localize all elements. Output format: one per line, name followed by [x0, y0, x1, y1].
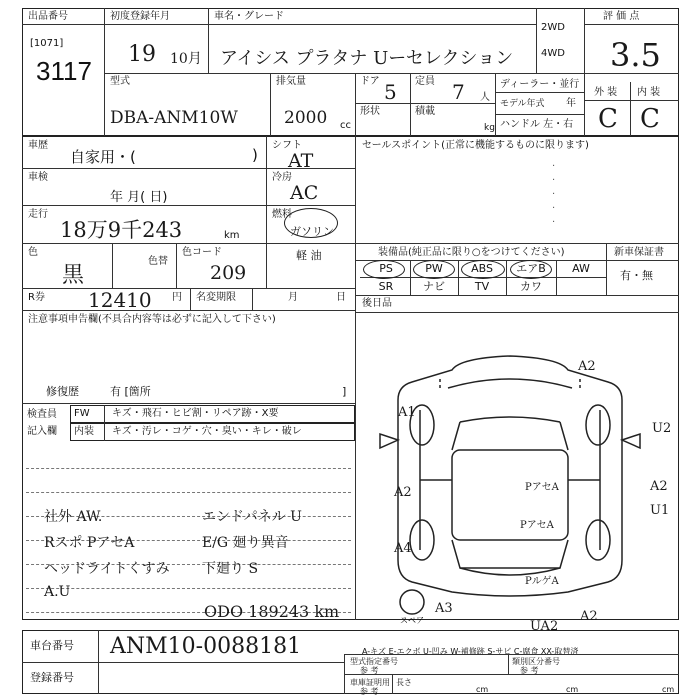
equip-pw: PW	[425, 262, 443, 275]
shift-label: シフト	[272, 140, 302, 151]
fuel-circle	[284, 208, 338, 238]
cm-unit-2: cm	[566, 685, 579, 694]
type-value: DBA-ANM10W	[110, 108, 238, 128]
usage-close: )	[252, 146, 258, 164]
usage-value: 自家用・(	[70, 148, 136, 166]
chassis-value: ANM10-0088181	[110, 634, 302, 659]
inspector-label-1: 検査員	[27, 409, 57, 420]
equipment-label: 装備品(純正品に限り○をつけてください)	[378, 247, 565, 258]
color-label: 色	[28, 247, 38, 258]
repair-close: ]	[342, 385, 347, 398]
ac-value: AC	[290, 182, 319, 204]
mark-right-u1: U1	[650, 503, 670, 518]
circle-abs	[461, 260, 505, 279]
type-cert-label: 型式指定番号	[350, 657, 398, 666]
equip-tv: TV	[474, 280, 490, 293]
warranty-value: 有・無	[620, 269, 653, 282]
car-outline	[398, 356, 622, 596]
interior-grade: C	[640, 104, 660, 134]
lot-number: 3117	[36, 56, 92, 86]
color-change-label: 色替	[148, 256, 168, 267]
equip-abs: ABS	[471, 262, 493, 275]
mileage-label: 走行	[28, 209, 48, 220]
displacement-label: 排気量	[276, 76, 306, 87]
score-label: 評 価 点	[603, 11, 640, 22]
usage-label: 車歴	[28, 140, 48, 151]
mark-left-a2: A2	[394, 485, 412, 500]
report-line-3-left: ヘッドライトくすみ	[44, 561, 170, 577]
doors-label: ドア	[360, 76, 380, 87]
day-unit: 日	[336, 292, 346, 303]
cm-unit-1: cm	[476, 685, 489, 694]
capacity-value: 7	[452, 80, 465, 104]
interior-label: 内 装	[637, 87, 661, 98]
equip-ps: PS	[379, 262, 393, 275]
exterior-grade: C	[598, 104, 618, 134]
selling-points-dots: · · · · ·	[552, 161, 556, 228]
mark-hood-pase: PアセA	[525, 482, 559, 493]
ac-label: 冷房	[272, 172, 292, 183]
recycle-value: 12410	[88, 288, 152, 312]
cc-unit: cc	[340, 120, 351, 131]
plate-label: 登録番号	[30, 671, 74, 684]
report-line-4-left: A.U	[44, 584, 71, 600]
first-reg-label: 初度登録年月	[110, 11, 170, 22]
mark-rear-pruge: PルゲA	[525, 576, 559, 587]
circle-airbag	[510, 260, 552, 279]
capacity-label: 定員	[415, 76, 435, 87]
circle-pw	[413, 260, 455, 279]
damage-legend: A-キズ E-エクボ U-凹み W-補修跡 S-サビ C-腐食 XX-取替済	[362, 647, 579, 656]
equip-sr: SR	[378, 280, 394, 293]
exterior-label: 外 装	[594, 87, 618, 98]
displacement-value: 2000	[284, 108, 328, 128]
km-unit: km	[224, 230, 240, 241]
mark-front-a2: A2	[578, 359, 596, 374]
mark-left-rear-a4: A4	[394, 541, 412, 556]
kg-unit: kg	[484, 123, 495, 133]
color-value: 黒	[62, 263, 85, 288]
notes-label: 注意事項申告欄(不具合内容等は必ずに記入して下さい)	[28, 314, 276, 325]
fuel-gasoline: ガソリン	[290, 225, 334, 238]
report-line-2-left: Rスポ PアセA	[44, 535, 135, 551]
cm-unit-3: cm	[662, 685, 675, 694]
length-label: 長さ	[396, 678, 412, 687]
mark-right-a2: A2	[650, 479, 668, 494]
report-line-3-right: 下廻り S	[202, 561, 259, 577]
type-label: 型式	[110, 76, 130, 87]
fuel-light-oil: 軽 油	[296, 249, 322, 262]
lot-sub: [1071]	[30, 38, 64, 49]
drive-4wd: 4WD	[541, 48, 565, 59]
inspection-value: 年 月( 日)	[110, 190, 168, 205]
car-diagram	[360, 330, 672, 634]
fuel-label: 燃料	[272, 209, 292, 220]
shape-label: 形状	[360, 106, 380, 117]
drive-2wd: 2WD	[541, 22, 565, 33]
mark-right-front-u2: U2	[652, 421, 672, 436]
recycle-label: R券	[28, 292, 45, 303]
report-line-1-right: エンドパネル U	[202, 509, 302, 525]
inspector-label-2: 記入欄	[27, 426, 57, 437]
mark-roof-pase: PアセA	[520, 520, 554, 531]
fw-label: FW	[74, 408, 90, 419]
interior-row-label: 内装	[74, 426, 94, 437]
fw-items: キズ・飛石・ヒビ割・リペア跡・X要	[112, 408, 279, 419]
capacity-unit: 人	[480, 92, 490, 103]
dealer-label: ディーラー・並行	[500, 79, 580, 90]
type-cert-ref: 参 考	[360, 666, 379, 675]
model-name: アイシス プラタナ Uーセレクション	[220, 48, 514, 69]
mark-rear-a3: A3	[435, 601, 453, 616]
repair-label: 修復歴	[46, 385, 79, 398]
rear-seat-label: 後日品	[362, 298, 392, 309]
lot-label: 出品番号	[28, 11, 68, 22]
shift-value: AT	[288, 150, 314, 172]
name-change-label: 名変期限	[196, 292, 236, 303]
warranty-label: 新車保証書	[614, 247, 664, 258]
model-name-label: 車名・グレード	[214, 11, 284, 22]
repair-value: 有 [箇所	[110, 385, 151, 398]
mark-rear-ua2: UA2	[530, 619, 559, 634]
vehicle-cert-ref: 参 考	[360, 687, 379, 696]
spare-label: スペア	[400, 616, 424, 625]
report-line-2-right: E/G 廻り異音	[202, 535, 289, 551]
class-label: 類別区分番号	[512, 657, 560, 666]
mileage-note: ODO 189243 km	[204, 602, 340, 621]
equip-aw: AW	[572, 262, 590, 275]
month-unit: 月	[288, 292, 298, 303]
color-code-value: 209	[210, 262, 247, 284]
model-year-label: モデル年式	[500, 99, 545, 109]
color-code-label: 色コード	[182, 247, 222, 258]
class-ref: 参 考	[520, 666, 539, 675]
vehicle-cert-label: 車庫証明用	[350, 678, 390, 687]
handle-label: ハンドル 左・右	[500, 119, 574, 130]
report-line-1-left: 社外 AW.	[44, 509, 103, 525]
mark-left-front-a1: A1	[398, 405, 416, 420]
inspection-label: 車検	[28, 172, 48, 183]
load-label: 積載	[415, 106, 435, 117]
selling-points-label: セールスポイント(正常に機能するものに限ります)	[362, 140, 589, 151]
circle-ps	[363, 260, 405, 279]
doors-value: 5	[384, 80, 397, 104]
yen-unit: 円	[172, 292, 182, 303]
score-value: 3.5	[610, 36, 661, 74]
first-reg-year: 19	[128, 42, 156, 67]
year-unit: 年	[566, 98, 576, 109]
chassis-label: 車台番号	[30, 639, 74, 652]
interior-items: キズ・汚レ・コゲ・穴・臭い・キレ・破レ	[112, 426, 302, 437]
first-reg-month: 10月	[170, 51, 202, 67]
equip-navi: ナビ	[423, 280, 445, 293]
mark-rear-right-a2: A2	[580, 609, 598, 624]
mileage-value: 18万9千243	[60, 218, 183, 242]
equip-airbag: エアB	[516, 262, 546, 275]
equip-leather: カワ	[520, 280, 542, 293]
